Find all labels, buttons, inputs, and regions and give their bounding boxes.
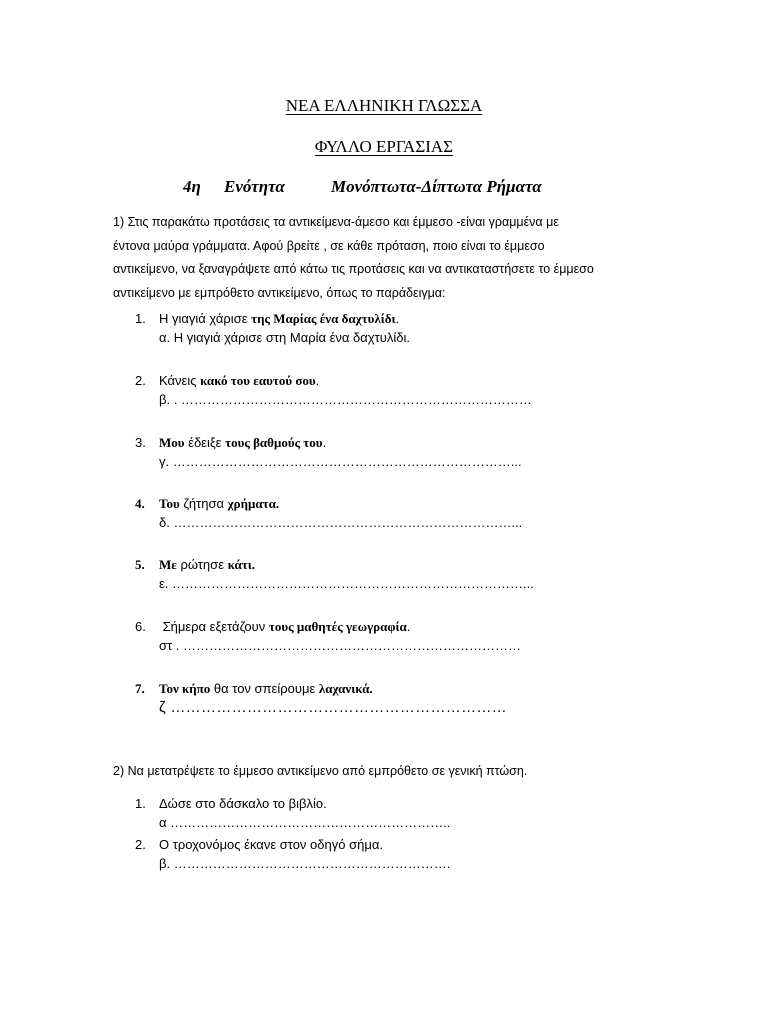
sentence-text: ζήτησα: [179, 496, 228, 511]
sentence-text: .: [406, 619, 411, 634]
answer-line: β. ……………………………………………………….: [159, 856, 451, 871]
item-number: 5.: [135, 557, 145, 572]
sentence-text: Η γιαγιά χάρισε: [159, 311, 252, 326]
exercise2-instruction: 2) Να μετατρέψετε το έμμεσο αντικείμενο από εμπρόθετο σε γενική πτώση.: [113, 764, 528, 778]
answer-line: β. . ………………………………………………………………………: [159, 392, 532, 407]
item-number: 3.: [135, 435, 146, 450]
sentence-text: ρώτησε: [176, 557, 228, 572]
sentence-text: Σήμερα εξετάζουν: [159, 619, 269, 634]
bold-object-text: κακό του εαυτού σου: [200, 373, 316, 388]
sentence-text: Δώσε στο δάσκαλο το βιβλίο.: [159, 796, 327, 811]
instruction-line: έντονα μαύρα γράμματα. Αφού βρείτε , σε κάθε πρόταση, ποιο είναι το έμμεσο: [113, 238, 545, 253]
instruction-line: αντικείμενο με εμπρόθετο αντικείμενο, όπως το παράδειγμα:: [113, 285, 446, 300]
bold-object-text: Τον κήπο: [159, 681, 211, 696]
bold-object-text: λαχανικά.: [318, 681, 373, 696]
exercise1-item: [135, 433, 522, 471]
item-number: 2.: [135, 837, 146, 852]
sentence-text: Ο τροχονόμος έκανε στον οδηγό σήμα.: [159, 837, 383, 852]
sentence-text: θα τον σπείρουμε: [210, 681, 319, 696]
page-title: ΝΕΑ ΕΛΛΗΝΙΚΗ ΓΛΩΣΣΑ: [285, 96, 483, 115]
unit-number: 4η: [183, 177, 201, 196]
bold-object-text: τους βαθμούς του: [225, 435, 323, 450]
page-subtitle: ΦΥΛΛΟ ΕΡΓΑΣΙΑΣ: [314, 137, 454, 156]
bold-object-text: της Μαρίας ένα δαχτυλίδι: [251, 311, 396, 326]
instruction-line: αντικείμενο, να ξαναγράψετε από κάτω τις προτάσεις και να αντικαταστήσετε το έμμεσο: [113, 262, 594, 276]
bold-object-text: χρήματα.: [227, 496, 280, 511]
sentence-text: .: [395, 311, 400, 326]
answer-line: δ. ……………………………………………………………………...: [159, 515, 523, 530]
answer-line: ζ …………………………………………………………: [159, 699, 507, 716]
exercise1-item: [135, 617, 521, 655]
sentence-text: έδειξε: [184, 435, 226, 450]
exercise1-item: [135, 679, 507, 717]
exercise1-instruction: [113, 211, 653, 305]
exercise2-item: [135, 835, 450, 873]
exercise1-item: [135, 371, 532, 409]
unit-name: Ενότητα: [224, 177, 285, 196]
item-number: 6.: [135, 619, 146, 634]
answer-line: α ………………………………………………………..: [159, 815, 451, 830]
bold-object-text: τους μαθητές γεωγραφία: [268, 619, 407, 634]
unit-topic: Μονόπτωτα-Δίπτωτα Ρήματα: [331, 177, 542, 196]
answer-line: στ . ……………………………………………………………………: [159, 638, 521, 653]
exercise1-item: [135, 309, 410, 347]
item-number: 1.: [135, 796, 146, 811]
answer-line: ε. ………………………………………………………………………...: [159, 576, 534, 591]
answer-line: α. Η γιαγιά χάρισε στη Μαρία ένα δαχτυλίδι.: [159, 330, 410, 345]
bold-object-text: κάτι.: [227, 557, 255, 572]
exercise2-item: [135, 794, 450, 832]
item-number: 4.: [135, 496, 145, 511]
bold-object-text: Με: [159, 557, 177, 572]
sentence-text: .: [322, 435, 327, 450]
item-number: 7.: [135, 681, 145, 696]
exercise1-item: [135, 555, 534, 593]
answer-line: γ. ……………………………………………………………………...: [159, 454, 522, 469]
sentence-text: .: [315, 373, 320, 388]
bold-object-text: Μου: [159, 435, 185, 450]
item-number: 1.: [135, 311, 146, 326]
bold-object-text: Του: [159, 496, 180, 511]
item-number: 2.: [135, 373, 146, 388]
exercise1-item: [135, 494, 522, 532]
sentence-text: Κάνεις: [159, 373, 201, 388]
instruction-line: 1) Στις παρακάτω προτάσεις τα αντικείμενα-άμεσο και έμμεσο -είναι γραμμένα με: [113, 215, 559, 229]
